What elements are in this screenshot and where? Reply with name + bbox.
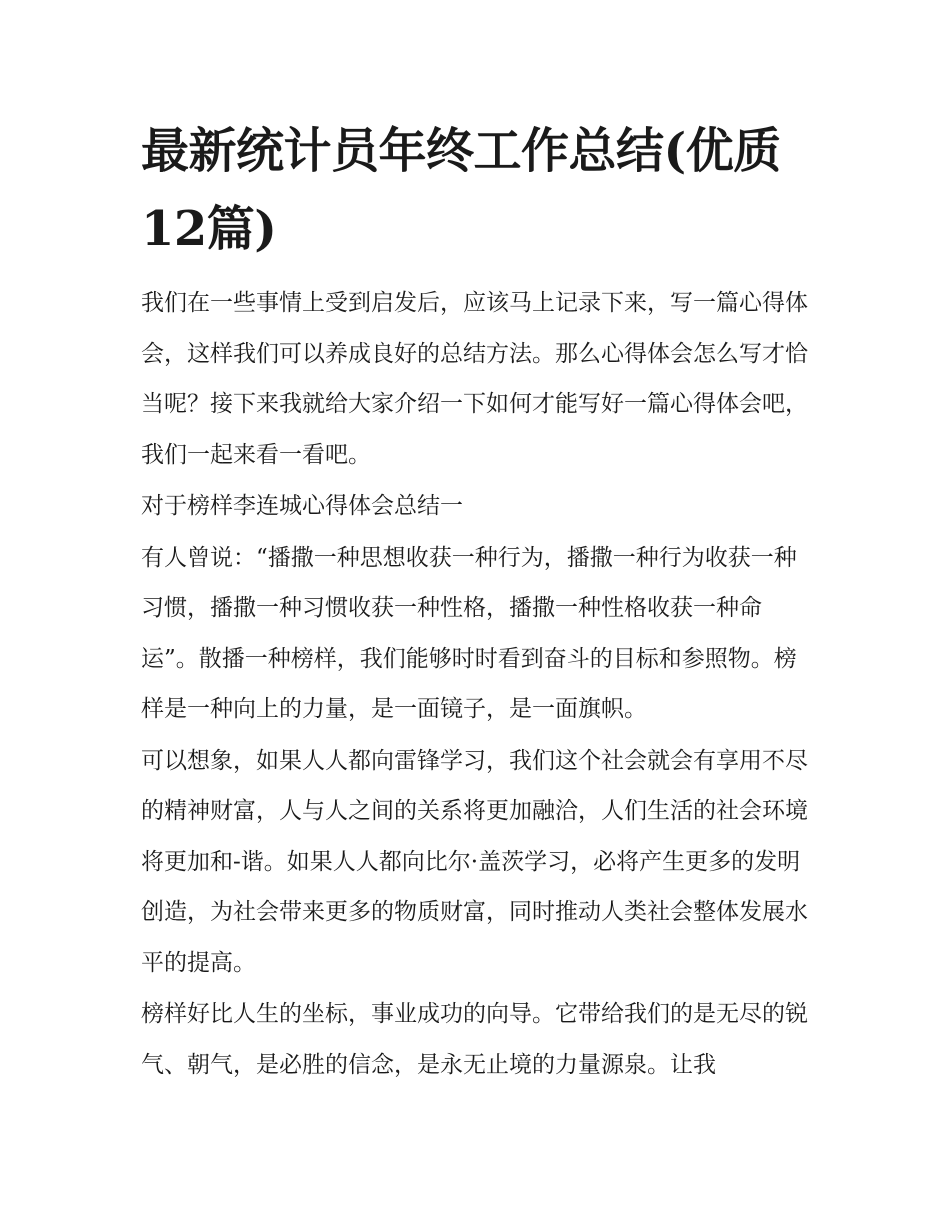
intro-paragraph: 我们在一些事情上受到启发后，应该马上记录下来，写一篇心得体会，这样我们可以养成良好的总结方法。那么心得体会怎么写才恰当呢？接下来我就给大家介绍一下如何才能写好一篇心得体会吧，我们一起来看一看吧。 xyxy=(141,290,808,468)
quote-paragraph: 有人曾说：“播撒一种思想收获一种行为，播撒一种行为收获一种习惯，播撒一种习惯收获一种性格，播撒一种性格收获一种命运”。散播一种榜样，我们能够时时看到奋斗的目标和参照物。榜样是一种向上的力量，是一面镜子，是一面旗帜。 xyxy=(141,544,797,722)
document-page xyxy=(141,112,813,1091)
document-body xyxy=(141,278,813,1090)
document-title: 最新统计员年终工作总结(优质12篇) xyxy=(141,123,781,257)
section-heading: 对于榜样李连城心得体会总结一 xyxy=(141,493,463,519)
imagine-paragraph: 可以想象，如果人人都向雷锋学习，我们这个社会就会有享用不尽的精神财富，人与人之间的关系将更加融洽，人们生活的社会环境将更加和-谐。如果人人都向比尔·盖茨学习，必将产生更多的发明创造，为社会带来更多的物质财富，同时推动人类社会整体发展水平的提高。 xyxy=(141,747,808,976)
role-model-paragraph: 榜样好比人生的坐标，事业成功的向导。它带给我们的是无尽的锐气、朝气，是必胜的信念，是永无止境的力量源泉。让我 xyxy=(141,1001,808,1078)
